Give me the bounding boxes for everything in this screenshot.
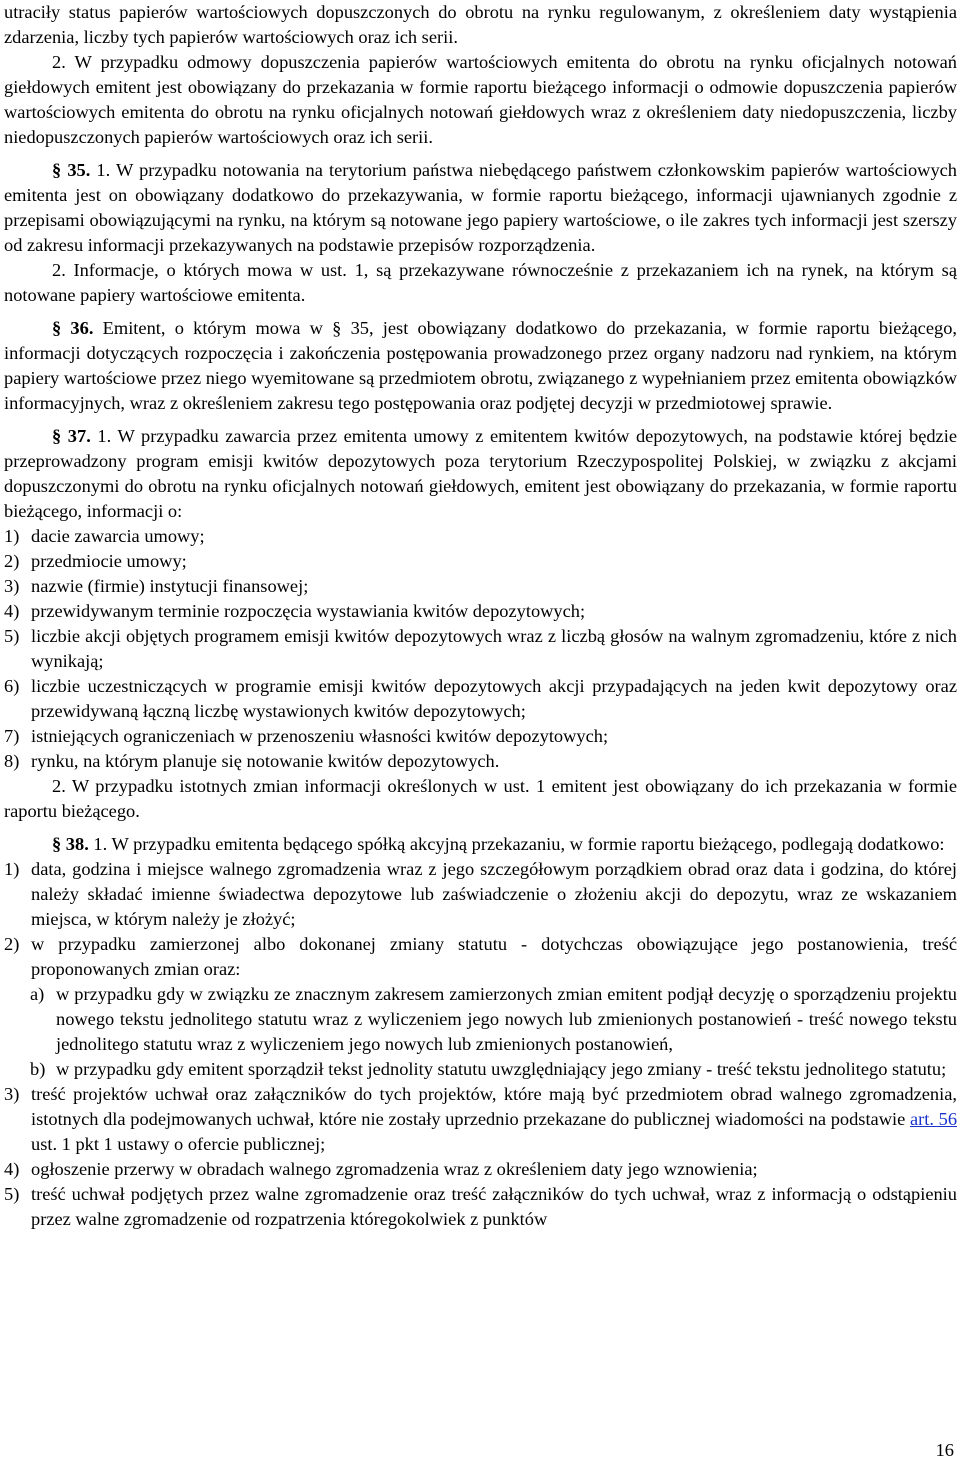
- list-item: 2) przedmiocie umowy;: [4, 551, 187, 571]
- section-36-number: § 36.: [52, 318, 94, 338]
- list-item: 3) treść projektów uchwał oraz załączników do tych projektów, które mają być przedmiotem obrad walnego zgromadzenia, istotnych dla podejmowanych uchwał, które nie zostały uprzednio przekazane do publicznej wiadomości na podstawie art. 56 ust. 1 pkt 1 ustawy o ofercie publicznej;: [4, 1084, 958, 1154]
- section-35-para-1: § 35. 1. W przypadku notowania na terytorium państwa niebędącego państwem członkowskim papierów wartościowych emitenta jest on obowiązany dodatkowo do przekazywania, w formie raportu bieżącego, informacji ujawnianych zgodnie z przepisami obowiązującymi na rynku, na którym są notowane jego papiery wartościowe, o ile zakres tych informacji jest szerszy od zakresu informacji przekazywanych na podstawie przepisów rozporządzenia.: [4, 160, 958, 255]
- paragraph-intro: utraciły status papierów wartościowych dopuszczonych do obrotu na rynku regulowanym, z określeniem daty wystąpienia zdarzenia, liczby tych papierów wartościowych oraz ich serii.: [4, 2, 957, 47]
- paragraph-2: 2. W przypadku odmowy dopuszczenia papierów wartościowych emitenta do obrotu na rynku oficjalnych notowań giełdowych emitent jest obowiązany do przekazania w formie raportu bieżącego informacji o odmowie dopuszczenia papierów wartościowych emitenta do obrotu na rynku oficjalnych notowań giełdowych wraz z określeniem daty niedopuszczenia, liczby niedopuszczonych papierów wartościowych oraz ich serii.: [4, 52, 957, 147]
- art-56-link[interactable]: art. 56: [909, 1109, 958, 1129]
- list-item: 4) przewidywanym terminie rozpoczęcia wystawiania kwitów depozytowych;: [4, 601, 586, 621]
- list-item: 5) liczbie akcji objętych programem emisji kwitów depozytowych wraz z liczbą głosów na walnym zgromadzeniu, które z nich wynikają;: [4, 626, 957, 671]
- section-37-para-2: 2. W przypadku istotnych zmian informacji określonych w ust. 1 emitent jest obowiązany do ich przekazania w formie raportu bieżącego.: [4, 776, 957, 821]
- document-page: [4, 0, 957, 1232]
- section-35-para-2: 2. Informacje, o których mowa w ust. 1, są przekazywane równocześnie z przekazaniem ich na rynek, na którym są notowane papiery wartościowe emitenta.: [4, 260, 957, 305]
- list-item: 3) nazwie (firmie) instytucji finansowej;: [4, 576, 309, 596]
- list-item: 1) dacie zawarcia umowy;: [4, 526, 205, 546]
- list-item: 6) liczbie uczestniczących w programie emisji kwitów depozytowych akcji przypadających na jeden kwit depozytowy oraz przewidywaną łączną liczbę wystawionych kwitów depozytowych;: [4, 676, 957, 721]
- sub-list-item: b) w przypadku gdy emitent sporządził tekst jednolity statutu uwzględniający jego zmiany - treść tekstu jednolitego statutu;: [30, 1059, 947, 1079]
- list-item: 5) treść uchwał podjętych przez walne zgromadzenie oraz treść załączników do tych uchwał, wraz z informacją o odstąpieniu przez walne zgromadzenie od rozpatrzenia któregokolwiek z punktów: [4, 1184, 957, 1229]
- list-item: 7) istniejących ograniczeniach w przenoszeniu własności kwitów depozytowych;: [4, 726, 609, 746]
- sub-list-item: a) w przypadku gdy w związku ze znacznym zakresem zamierzonych zmian emitent podjął decyzję o sporządzeniu projektu nowego tekstu jednolitego statutu wraz z wyliczeniem jego nowych lub zmienionych postanowień - treść nowego tekstu jednolitego statutu wraz z wyliczeniem jego nowych lub zmienionych postanowień,: [30, 984, 957, 1054]
- section-35-number: § 35.: [52, 160, 91, 180]
- section-36: § 36. Emitent, o którym mowa w § 35, jest obowiązany dodatkowo do przekazania, w formie raportu bieżącego, informacji dotyczących rozpoczęcia i zakończenia postępowania prowadzonego przez organy nadzoru nad rynkiem, na którym papiery wartościowe przez niego wyemitowane są przedmiotem obrotu, związanego z wypełnianiem przez emitenta obowiązków informacyjnych, wraz z określeniem zakresu tego postępowania oraz podjętej decyzji w przedmiotowej sprawie.: [4, 318, 957, 413]
- list-item: 1) data, godzina i miejsce walnego zgromadzenia wraz z jego szczegółowym porządkiem obrad oraz data i godzina, do której należy składać imienne świadectwa depozytowe lub zaświadczenie o złożeniu akcji do depozytu, wraz ze wskazaniem miejsca, w którym należy je złożyć;: [4, 859, 957, 929]
- list-item: 4) ogłoszenie przerwy w obradach walnego zgromadzenia wraz z określeniem daty jego wznowienia;: [4, 1159, 758, 1179]
- list-item: 8) rynku, na którym planuje się notowanie kwitów depozytowych.: [4, 751, 500, 771]
- section-37-para-1: § 37. 1. W przypadku zawarcia przez emitenta umowy z emitentem kwitów depozytowych, na podstawie której będzie przeprowadzony program emisji kwitów depozytowych poza terytorium Rzeczypospolitej Polskiej, w związku z akcjami dopuszczonymi do obrotu na rynku oficjalnych notowań giełdowych, emitent jest obowiązany do przekazania, w formie raportu bieżącego, informacji o:: [4, 426, 957, 521]
- section-38-number: § 38.: [52, 834, 89, 854]
- section-37-number: § 37.: [52, 426, 91, 446]
- page-number: 16: [935, 1440, 954, 1460]
- section-38-para-1: § 38. 1. W przypadku emitenta będącego spółką akcyjną przekazaniu, w formie raportu bieżącego, podlegają dodatkowo:: [52, 834, 945, 854]
- list-item: 2) w przypadku zamierzonej albo dokonanej zmiany statutu - dotychczas obowiązujące jego postanowienia, treść proponowanych zmian oraz:: [4, 934, 957, 979]
